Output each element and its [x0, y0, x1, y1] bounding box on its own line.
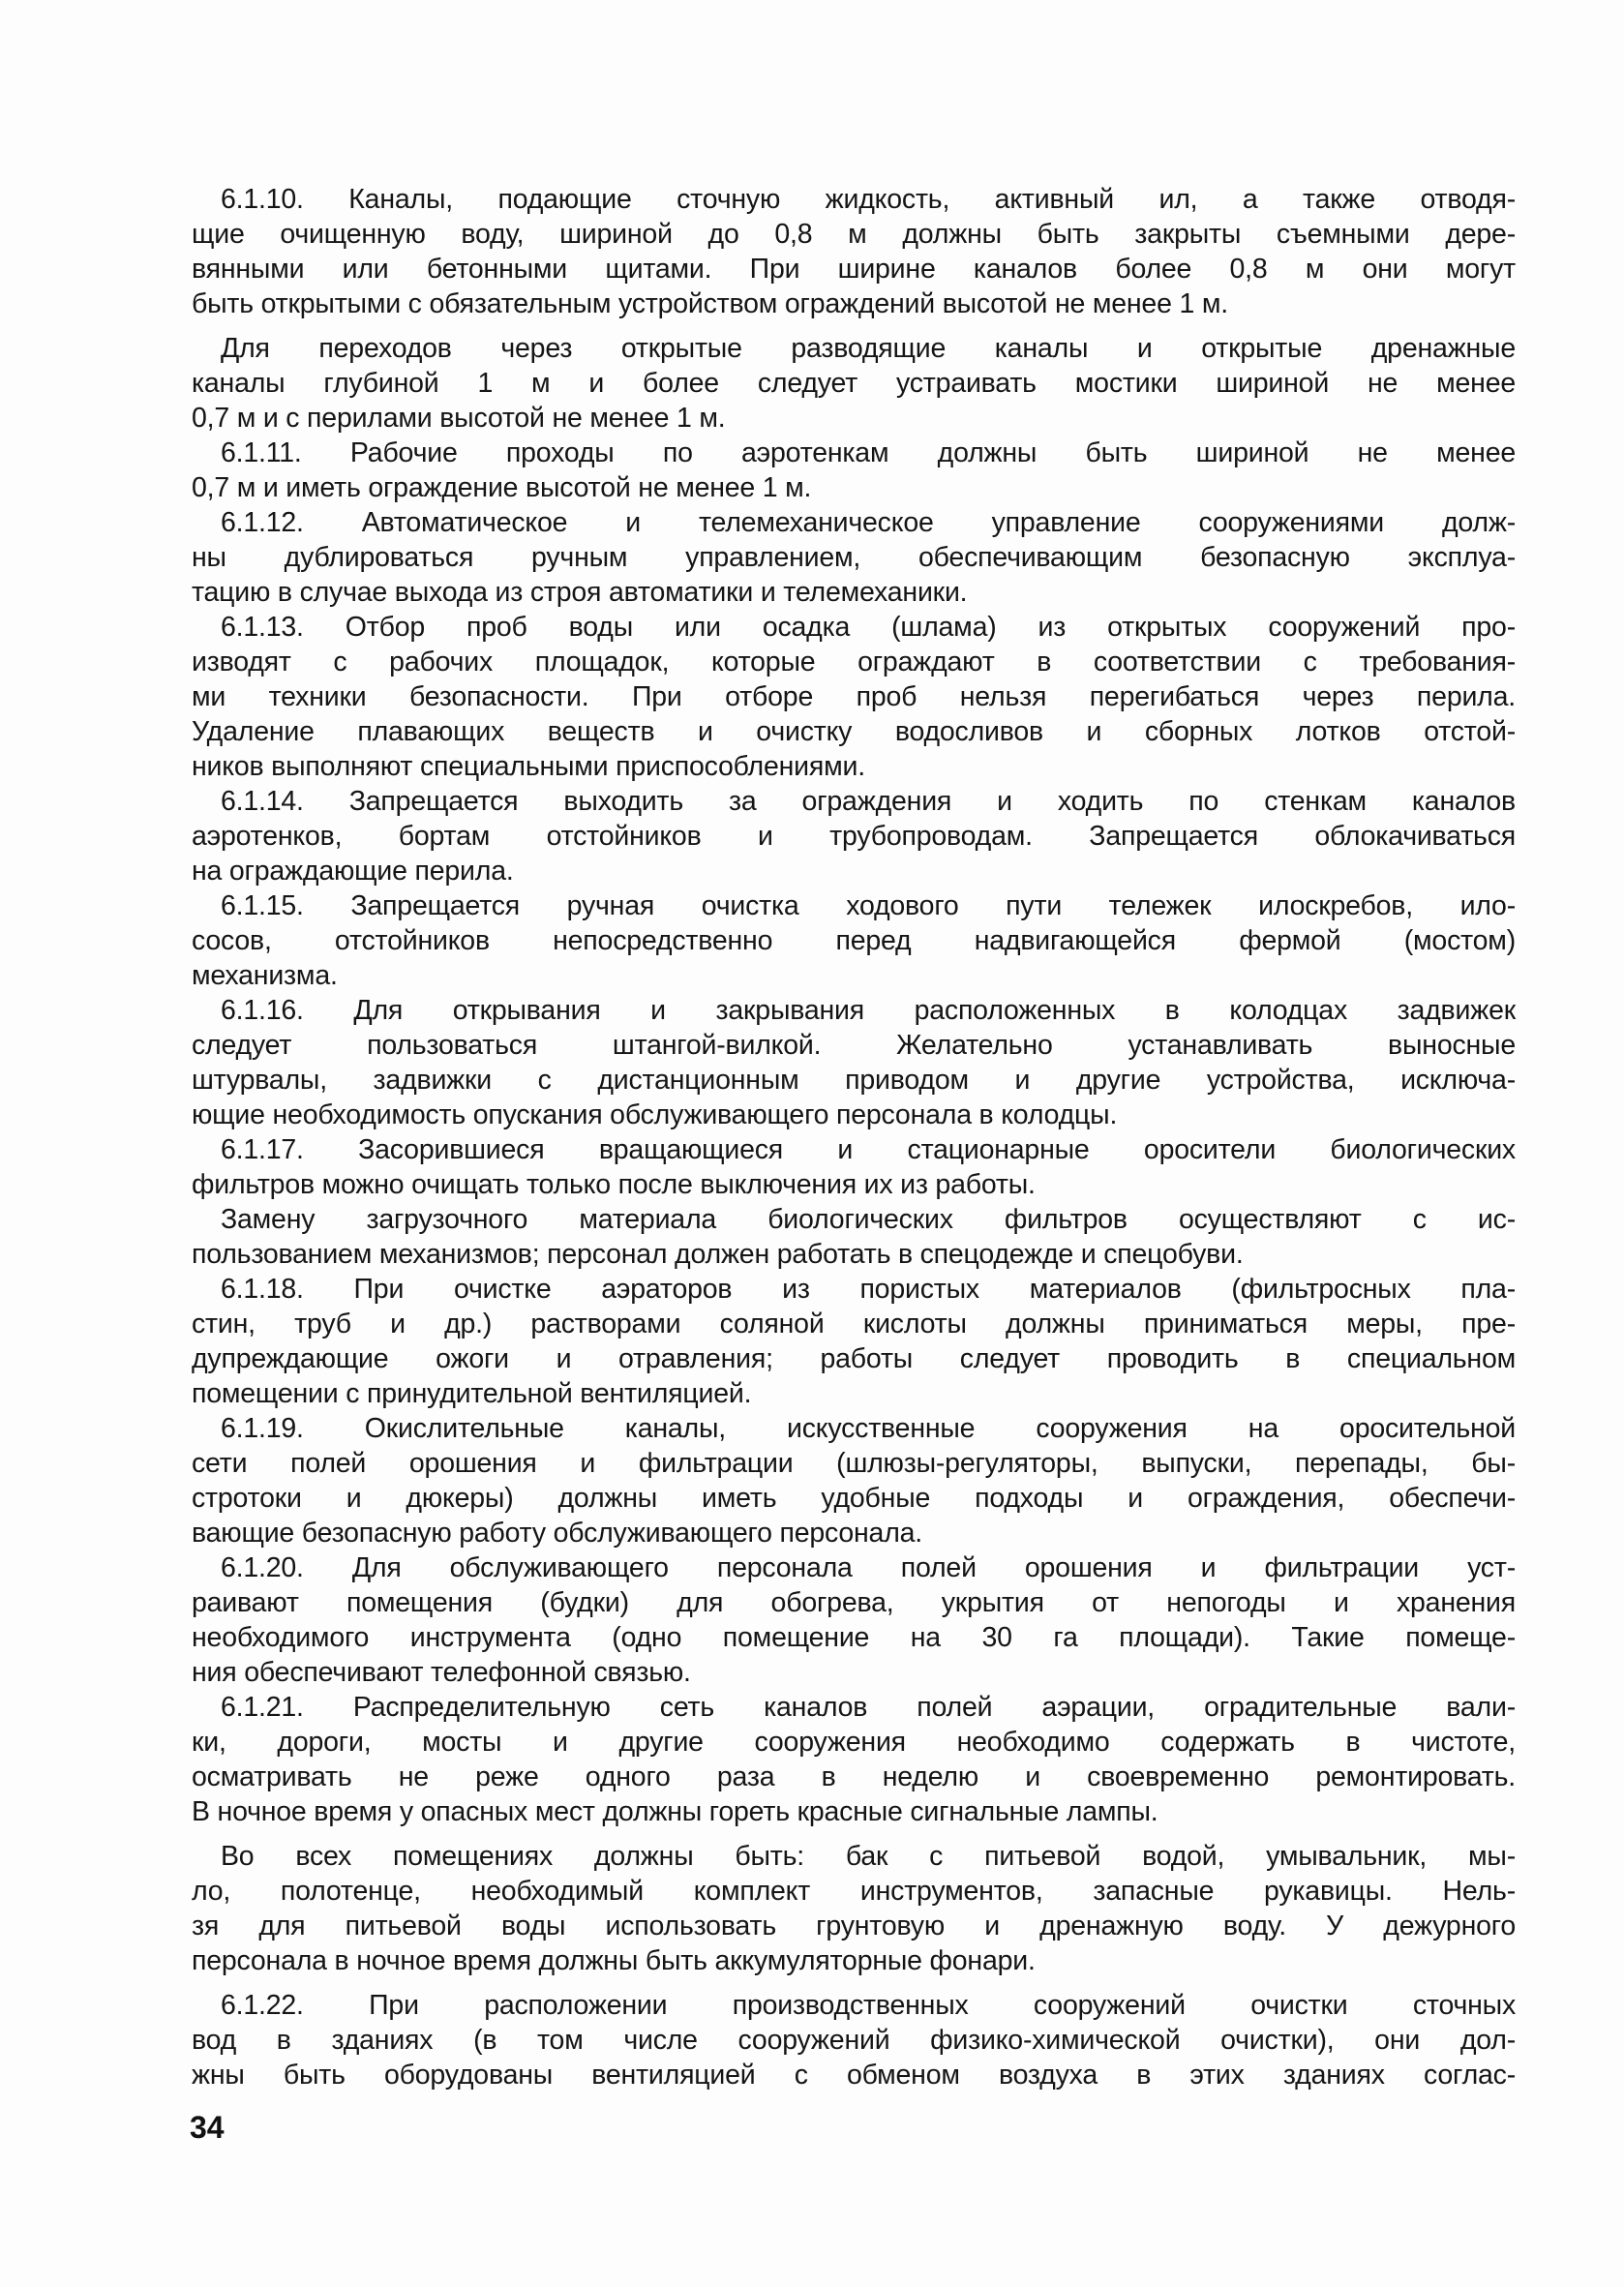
- text-line: необходимого инструмента (одно помещение на 30 га площади). Такие помеще-: [192, 1622, 1516, 1653]
- text-line: стротоки и дюкеры) должны иметь удобные подходы и ограждения, обеспечи-: [192, 1483, 1516, 1514]
- text-line: помещении с принудительной вентиляцией.: [192, 1378, 752, 1409]
- text-line: штурвалы, задвижки с дистанционным приводом и другие устройства, исключа-: [192, 1065, 1516, 1096]
- paragraph: [192, 1132, 1516, 1202]
- paragraph: [192, 1988, 1516, 2092]
- text-line: Для переходов через открытые разводящие каналы и открытые дренажные: [221, 333, 1516, 364]
- text-line: ки, дороги, мосты и другие сооружения необходимо содержать в чистоте,: [192, 1727, 1516, 1758]
- paragraph: [192, 993, 1516, 1132]
- paragraph: [192, 1272, 1516, 1411]
- paragraph: [192, 1411, 1516, 1550]
- text-line: 6.1.20. Для обслуживающего персонала полей орошения и фильтрации уст-: [221, 1552, 1516, 1583]
- text-line: ников выполняют специальными приспособлениями.: [192, 751, 865, 782]
- text-line: Удаление плавающих веществ и очистку водосливов и сборных лотков отстой-: [192, 716, 1516, 747]
- text-line: вянными или бетонными щитами. При ширине каналов более 0,8 м они могут: [192, 254, 1516, 285]
- paragraph: [192, 1839, 1516, 1978]
- text-line: следует пользоваться штангой-вилкой. Желательно устанавливать выносные: [192, 1030, 1516, 1061]
- paragraph: [192, 505, 1516, 610]
- text-line: быть открытыми с обязательным устройством ограждений высотой не менее 1 м.: [192, 288, 1228, 319]
- text-line: персонала в ночное время должны быть аккумуляторные фонари.: [192, 1945, 1036, 1976]
- paragraph: [192, 610, 1516, 784]
- text-line: 6.1.16. Для открывания и закрывания расположенных в колодцах задвижек: [221, 995, 1516, 1026]
- text-line: щие очищенную воду, шириной до 0,8 м должны быть закрыты съемными дере-: [192, 219, 1516, 250]
- text-line: стин, труб и др.) растворами соляной кислоты должны приниматься меры, пре-: [192, 1309, 1516, 1339]
- text-line: 6.1.19. Окислительные каналы, искусственные сооружения на оросительной: [221, 1413, 1516, 1444]
- text-line: осматривать не реже одного раза в неделю и своевременно ремонтировать.: [192, 1761, 1516, 1792]
- text-line: 6.1.14. Запрещается выходить за ограждения и ходить по стенкам каналов: [221, 786, 1516, 817]
- text-line: пользованием механизмов; персонал должен работать в спецодежде и спецобуви.: [192, 1239, 1244, 1270]
- text-line: 6.1.21. Распределительную сеть каналов полей аэрации, оградительные вали-: [221, 1692, 1516, 1723]
- text-line: каналы глубиной 1 м и более следует устраивать мостики шириной не менее: [192, 368, 1516, 399]
- text-line: на ограждающие перила.: [192, 856, 514, 887]
- text-line: 6.1.10. Каналы, подающие сточную жидкость, активный ил, а также отводя-: [221, 184, 1516, 215]
- paragraph: [192, 331, 1516, 436]
- text-line: тацию в случае выхода из строя автоматики и телемеханики.: [192, 577, 968, 608]
- text-line: ния обеспечивают телефонной связью.: [192, 1657, 691, 1688]
- text-line: жны быть оборудованы вентиляцией с обменом воздуха в этих зданиях соглас-: [192, 2060, 1516, 2091]
- text-line: 6.1.17. Засорившиеся вращающиеся и стационарные оросители биологических: [221, 1134, 1516, 1165]
- text-line: Во всех помещениях должны быть: бак с питьевой водой, умывальник, мы-: [221, 1841, 1516, 1872]
- paragraph: [192, 1202, 1516, 1272]
- text-line: ны дублироваться ручным управлением, обеспечивающим безопасную эксплуа-: [192, 542, 1516, 573]
- text-line: сосов, отстойников непосредственно перед надвигающейся фермой (мостом): [192, 925, 1516, 956]
- text-line: 6.1.15. Запрещается ручная очистка ходового пути тележек илоскребов, ило-: [221, 890, 1516, 921]
- text-line: 0,7 м и иметь ограждение высотой не менее 1 м.: [192, 472, 812, 503]
- paragraph: [192, 1550, 1516, 1690]
- text-line: 6.1.22. При расположении производственных сооружений очистки сточных: [221, 1990, 1516, 2021]
- paragraph: [192, 436, 1516, 505]
- text-line: Замену загрузочного материала биологических фильтров осуществляют с ис-: [221, 1204, 1516, 1235]
- text-line: зя для питьевой воды использовать грунтовую и дренажную воду. У дежурного: [192, 1911, 1516, 1941]
- text-line: ющие необходимость опускания обслуживающего персонала в колодцы.: [192, 1099, 1118, 1130]
- text-line: механизма.: [192, 960, 338, 991]
- text-line: аэротенков, бортам отстойников и трубопроводам. Запрещается облокачиваться: [192, 821, 1516, 852]
- text-line: 6.1.11. Рабочие проходы по аэротенкам должны быть шириной не менее: [221, 437, 1516, 468]
- paragraph: [192, 182, 1516, 321]
- text-line: 6.1.18. При очистке аэраторов из пористых материалов (фильтросных пла-: [221, 1274, 1516, 1305]
- text-line: В ночное время у опасных мест должны гореть красные сигнальные лампы.: [192, 1796, 1158, 1827]
- text-line: вающие безопасную работу обслуживающего персонала.: [192, 1518, 923, 1549]
- text-line: раивают помещения (будки) для обогрева, укрытия от непогоды и хранения: [192, 1587, 1516, 1618]
- text-line: 0,7 м и с перилами высотой не менее 1 м.: [192, 403, 726, 434]
- text-line: изводят с рабочих площадок, которые ограждают в соответствии с требования-: [192, 647, 1516, 677]
- text-line: 6.1.13. Отбор проб воды или осадка (шлама) из открытых сооружений про-: [221, 612, 1516, 643]
- page-number: 34: [190, 2110, 225, 2145]
- paragraph: [192, 1690, 1516, 1829]
- text-line: ло, полотенце, необходимый комплект инструментов, запасные рукавицы. Нель-: [192, 1876, 1516, 1907]
- text-line: дупреждающие ожоги и отравления; работы следует проводить в специальном: [192, 1343, 1516, 1374]
- paragraph: [192, 888, 1516, 993]
- text-line: фильтров можно очищать только после выключения их из работы.: [192, 1169, 1036, 1200]
- text-line: ми техники безопасности. При отборе проб нельзя перегибаться через перила.: [192, 681, 1516, 712]
- text-line: 6.1.12. Автоматическое и телемеханическое управление сооружениями долж-: [221, 507, 1516, 538]
- paragraph: [192, 784, 1516, 888]
- body-text: [192, 182, 1516, 2092]
- text-line: вод в зданиях (в том числе сооружений физико-химической очистки), они дол-: [192, 2025, 1516, 2056]
- text-line: сети полей орошения и фильтрации (шлюзы-регуляторы, выпуски, перепады, бы-: [192, 1448, 1516, 1479]
